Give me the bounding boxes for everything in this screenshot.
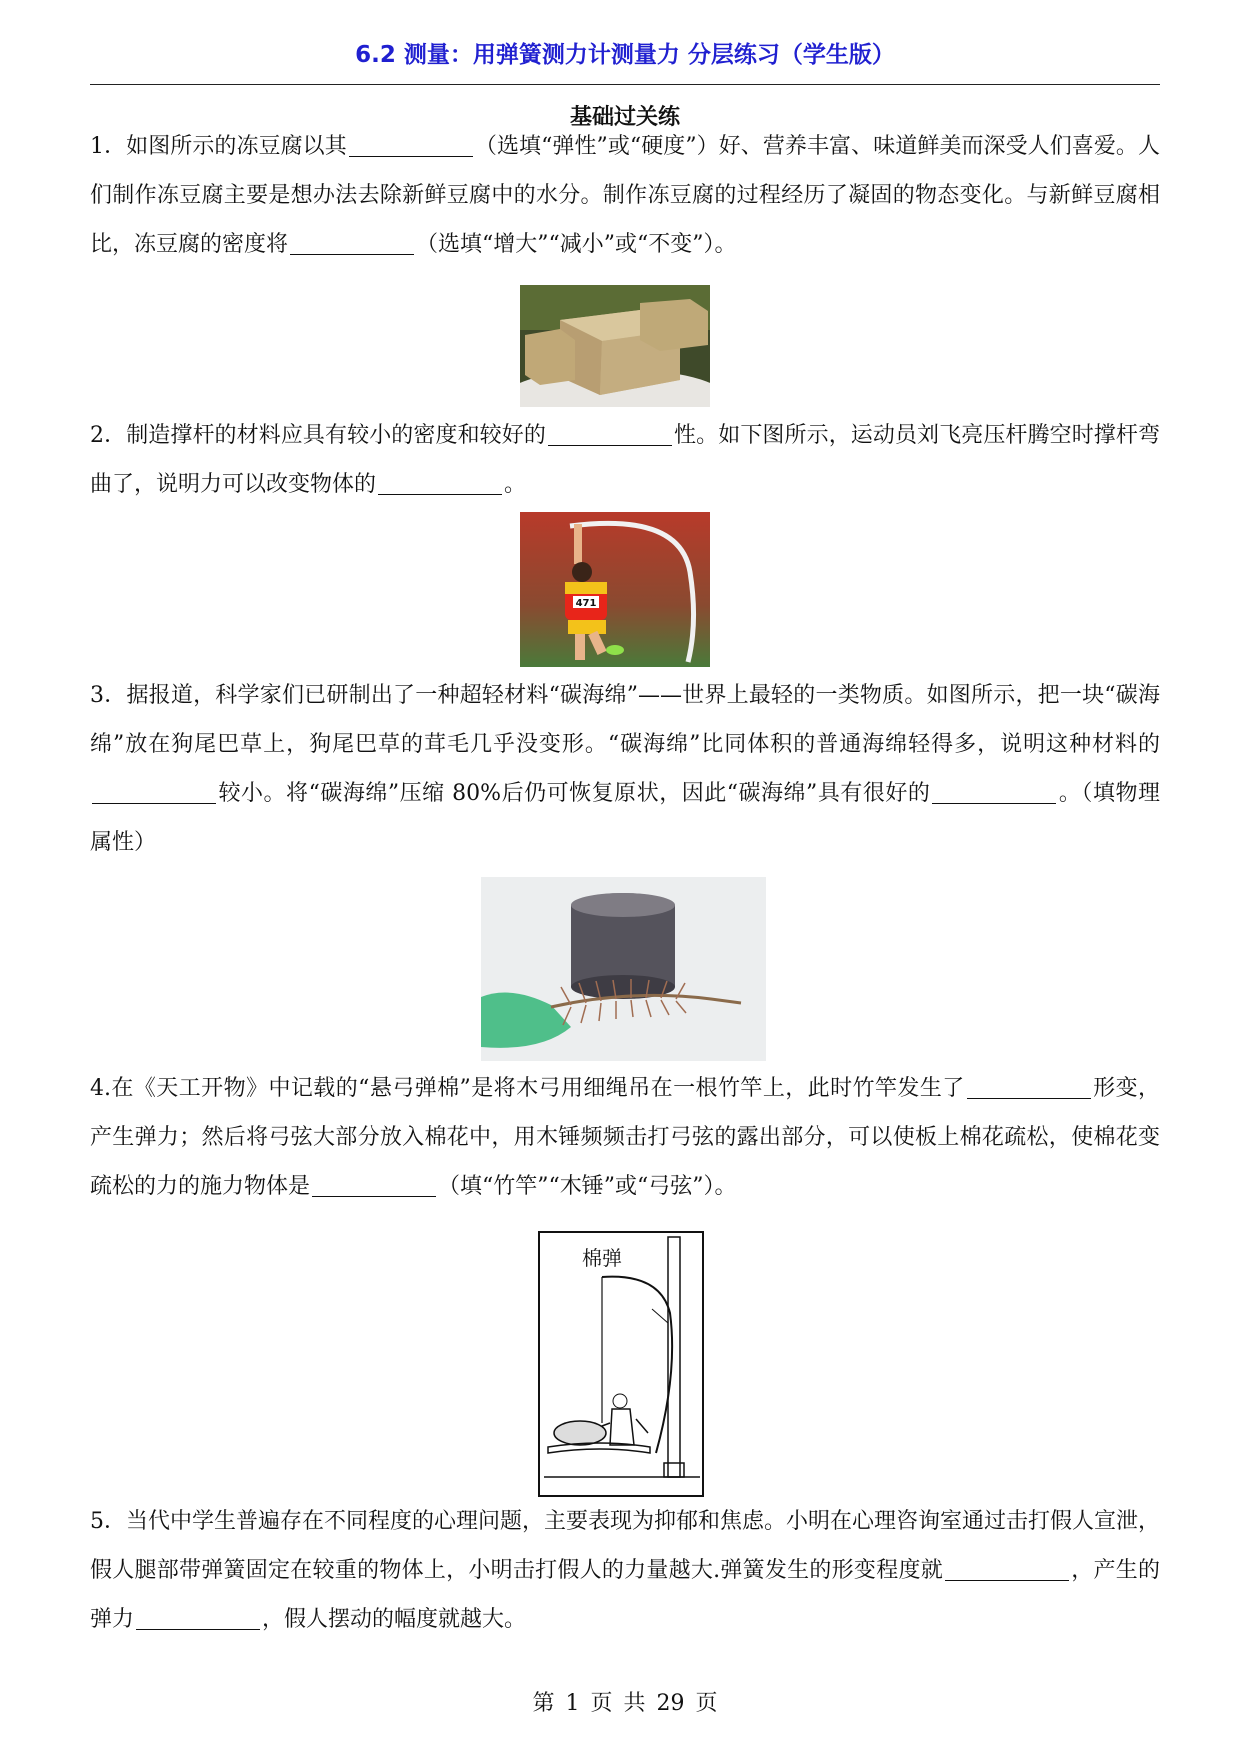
question-text: 制造撑杆的材料应具有较小的密度和较好的 (126, 423, 546, 448)
question-number: 2． (90, 423, 127, 448)
question-number: 1． (90, 134, 127, 159)
answer-blank[interactable] (378, 470, 502, 495)
page-footer: 第 1 页 共 29 页 (532, 1691, 718, 1716)
question-4 (90, 1064, 1160, 1211)
cotton-bow-illustration (538, 1231, 704, 1497)
question-2 (90, 411, 1160, 509)
answer-blank[interactable] (548, 421, 672, 446)
question-text: 形变，产生弹力；然后将弓弦大部分放入棉花中，用木锤频频击打弓弦的露出部分，可以使板上棉花疏松，使棉花变疏松的力的施力物体是 (90, 1076, 1160, 1199)
carbon-sponge-image (481, 877, 766, 1061)
document-header: 6.2 测量：用弹簧测力计测量力 分层练习（学生版） (355, 42, 895, 68)
question-text: 性。如下图所示，运动员刘飞亮压杆腾空时撑杆弯曲了，说明力可以改变物体的 (90, 423, 1160, 497)
answer-blank[interactable] (932, 779, 1056, 804)
answer-blank[interactable] (290, 230, 414, 255)
question-text: 当代中学生普遍存在不同程度的心理问题，主要表现为抑郁和焦虑。小明在心理咨询室通过击打假人宣泄，假人腿部带弹簧固定在较重的物体上，小明击打假人的力量越大.弹簧发生的形变程度就 (90, 1509, 1161, 1583)
question-1 (90, 122, 1160, 269)
answer-blank[interactable] (92, 779, 216, 804)
question-text: 如图所示的冻豆腐以其 (126, 134, 347, 159)
frozen-tofu-image (520, 285, 710, 407)
question-text: 在《天工开物》中记载的“悬弓弹棉”是将木弓用细绳吊在一根竹竿上，此时竹竿发生了 (111, 1076, 965, 1101)
header-divider (90, 84, 1160, 85)
illustration-caption: 棉弹 (582, 1246, 622, 1270)
question-text: 。 (504, 472, 527, 497)
answer-blank[interactable] (945, 1556, 1069, 1581)
question-text: （选填“增大”“减小”或“不变”）。 (416, 232, 737, 257)
question-text: （填“竹竿”“木锤”或“弓弦”）。 (438, 1174, 737, 1199)
question-text: 据报道，科学家们已研制出了一种超轻材料“碳海绵”——世界上最轻的一类物质。如图所示，把一块“碳海绵”放在狗尾巴草上，狗尾巴草的茸毛几乎没变形。“碳海绵”比同体积的普通海绵轻得多，说明这种材料的 (90, 683, 1160, 757)
question-3 (90, 671, 1160, 867)
answer-blank[interactable] (136, 1605, 260, 1630)
question-text: ，产生的弹力 (90, 1558, 1160, 1632)
answer-blank[interactable] (349, 132, 473, 157)
question-text: （选填“弹性”或“硬度”）好、营养丰富、味道鲜美而深受人们喜爱。人们制作冻豆腐主要是想办法去除新鲜豆腐中的水分。制作冻豆腐的过程经历了凝固的物态变化。与新鲜豆腐相比，冻豆腐的密度将 (90, 134, 1160, 257)
pole-vault-image (520, 512, 710, 667)
section-title: 基础过关练 (569, 105, 680, 130)
question-number: 5． (90, 1509, 126, 1534)
question-number: 4. (90, 1076, 111, 1101)
answer-blank[interactable] (967, 1074, 1091, 1099)
answer-blank[interactable] (312, 1172, 436, 1197)
question-number: 3． (90, 683, 127, 708)
question-5 (90, 1497, 1160, 1644)
question-text: ，假人摆动的幅度就越大。 (262, 1607, 527, 1632)
question-text: 。（填物理属性） (90, 781, 1160, 855)
question-text: 较小。将“碳海绵”压缩 80%后仍可恢复原状，因此“碳海绵”具有很好的 (218, 781, 931, 806)
bib-number: 471 (575, 598, 597, 609)
